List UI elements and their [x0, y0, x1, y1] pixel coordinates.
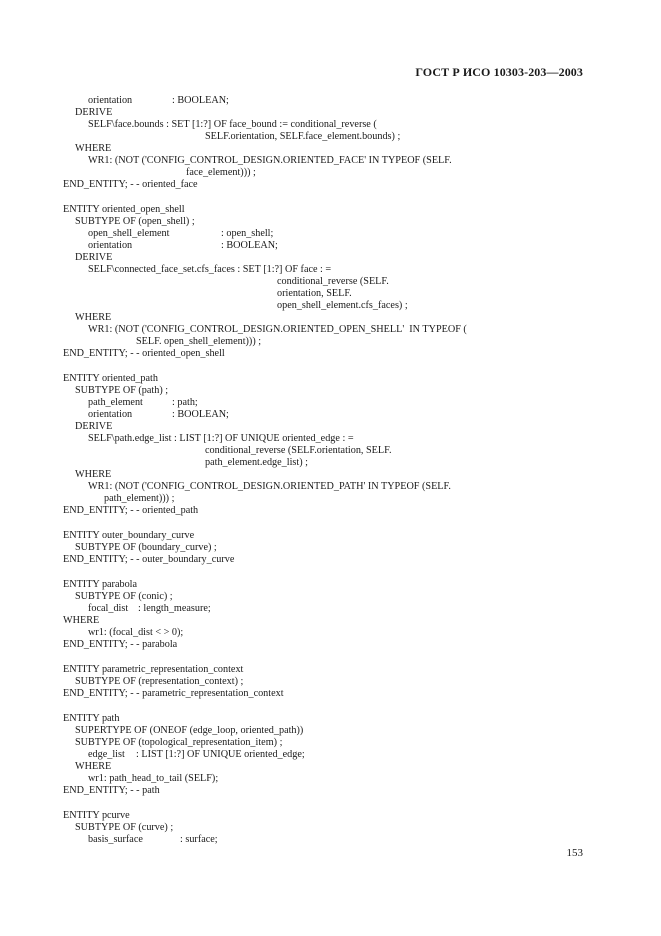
- code-line: SUBTYPE OF (open_shell) ;: [75, 216, 195, 227]
- code-line: ENTITY outer_boundary_curve: [63, 530, 195, 541]
- code-line: SUBTYPE OF (conic) ;: [75, 591, 173, 602]
- code-line: : path;: [172, 397, 198, 408]
- code-line: DERIVE: [75, 107, 113, 118]
- code-line: WHERE: [63, 615, 100, 626]
- code-line: END_ENTITY; - - path: [63, 785, 160, 796]
- code-line: ENTITY oriented_open_shell: [63, 204, 185, 215]
- code-line: orientation, SELF.: [277, 288, 352, 299]
- code-line: END_ENTITY; - - oriented_path: [63, 505, 199, 516]
- code-line: WR1: (NOT ('CONFIG_CONTROL_DESIGN.ORIENTED_PATH' IN TYPEOF (SELF.: [88, 481, 451, 492]
- code-line: SELF\connected_face_set.cfs_faces : SET [1:?] OF face : =: [88, 264, 332, 275]
- code-line: SUPERTYPE OF (ONEOF (edge_loop, oriented_path)): [75, 725, 304, 736]
- code-line: SUBTYPE OF (topological_representation_item) ;: [75, 737, 283, 748]
- code-line: WHERE: [75, 469, 112, 480]
- code-line: path_element: [88, 397, 143, 408]
- code-line: wr1: (focal_dist < > 0);: [88, 627, 184, 638]
- code-line: END_ENTITY; - - oriented_face: [63, 179, 198, 190]
- code-line: orientation: [88, 240, 133, 251]
- code-line: : LIST [1:?] OF UNIQUE oriented_edge;: [136, 749, 305, 760]
- code-line: ENTITY parametric_representation_context: [63, 664, 244, 675]
- code-line: ENTITY oriented_path: [63, 373, 158, 384]
- code-line: WR1: (NOT ('CONFIG_CONTROL_DESIGN.ORIENTED_OPEN_SHELL' IN TYPEOF (: [88, 324, 467, 335]
- code-line: focal_dist: [88, 603, 129, 614]
- code-line: orientation: [88, 409, 133, 420]
- code-line: END_ENTITY; - - outer_boundary_curve: [63, 554, 235, 565]
- code-line: END_ENTITY; - - parametric_representation_context: [63, 688, 284, 699]
- code-line: edge_list: [88, 749, 125, 760]
- code-line: SUBTYPE OF (path) ;: [75, 385, 169, 396]
- code-line: DERIVE: [75, 252, 113, 263]
- code-line: path_element.edge_list) ;: [205, 457, 308, 468]
- code-line: wr1: path_head_to_tail (SELF);: [88, 773, 219, 784]
- code-line: : open_shell;: [221, 228, 274, 239]
- code-line: SUBTYPE OF (curve) ;: [75, 822, 174, 833]
- code-line: : surface;: [180, 834, 218, 845]
- code-line: face_element))) ;: [186, 167, 256, 178]
- code-line: SELF. open_shell_element))) ;: [136, 336, 262, 347]
- code-line: : length_measure;: [138, 603, 211, 614]
- code-line: path_element))) ;: [104, 493, 175, 504]
- code-line: WHERE: [75, 761, 112, 772]
- code-line: SUBTYPE OF (boundary_curve) ;: [75, 542, 217, 553]
- code-line: open_shell_element.cfs_faces) ;: [277, 300, 408, 311]
- code-line: WHERE: [75, 143, 112, 154]
- standard-header: ГОСТ Р ИСО 10303-203—2003: [415, 65, 583, 79]
- code-line: ENTITY parabola: [63, 579, 138, 590]
- code-line: SELF.orientation, SELF.face_element.bounds) ;: [205, 131, 401, 142]
- code-line: conditional_reverse (SELF.: [277, 276, 389, 287]
- code-line: conditional_reverse (SELF.orientation, SELF.: [205, 445, 392, 456]
- page-number: 153: [566, 847, 583, 859]
- code-line: SELF\face.bounds : SET [1:?] OF face_bound := conditional_reverse (: [88, 119, 377, 130]
- code-line: DERIVE: [75, 421, 113, 432]
- code-line: SELF\path.edge_list : LIST [1:?] OF UNIQUE oriented_edge : =: [88, 433, 354, 444]
- code-line: END_ENTITY; - - oriented_open_shell: [63, 348, 225, 359]
- code-line: WHERE: [75, 312, 112, 323]
- code-line: ENTITY path: [63, 713, 120, 724]
- code-line: SUBTYPE OF (representation_context) ;: [75, 676, 244, 687]
- code-line: open_shell_element: [88, 228, 170, 239]
- code-line: orientation: [88, 95, 133, 106]
- code-line: ENTITY pcurve: [63, 810, 130, 821]
- code-line: WR1: (NOT ('CONFIG_CONTROL_DESIGN.ORIENTED_FACE' IN TYPEOF (SELF.: [88, 155, 452, 166]
- code-line: : BOOLEAN;: [172, 409, 229, 420]
- code-line: basis_surface: [88, 834, 143, 845]
- code-line: : BOOLEAN;: [172, 95, 229, 106]
- code-line: : BOOLEAN;: [221, 240, 278, 251]
- code-line: END_ENTITY; - - parabola: [63, 639, 178, 650]
